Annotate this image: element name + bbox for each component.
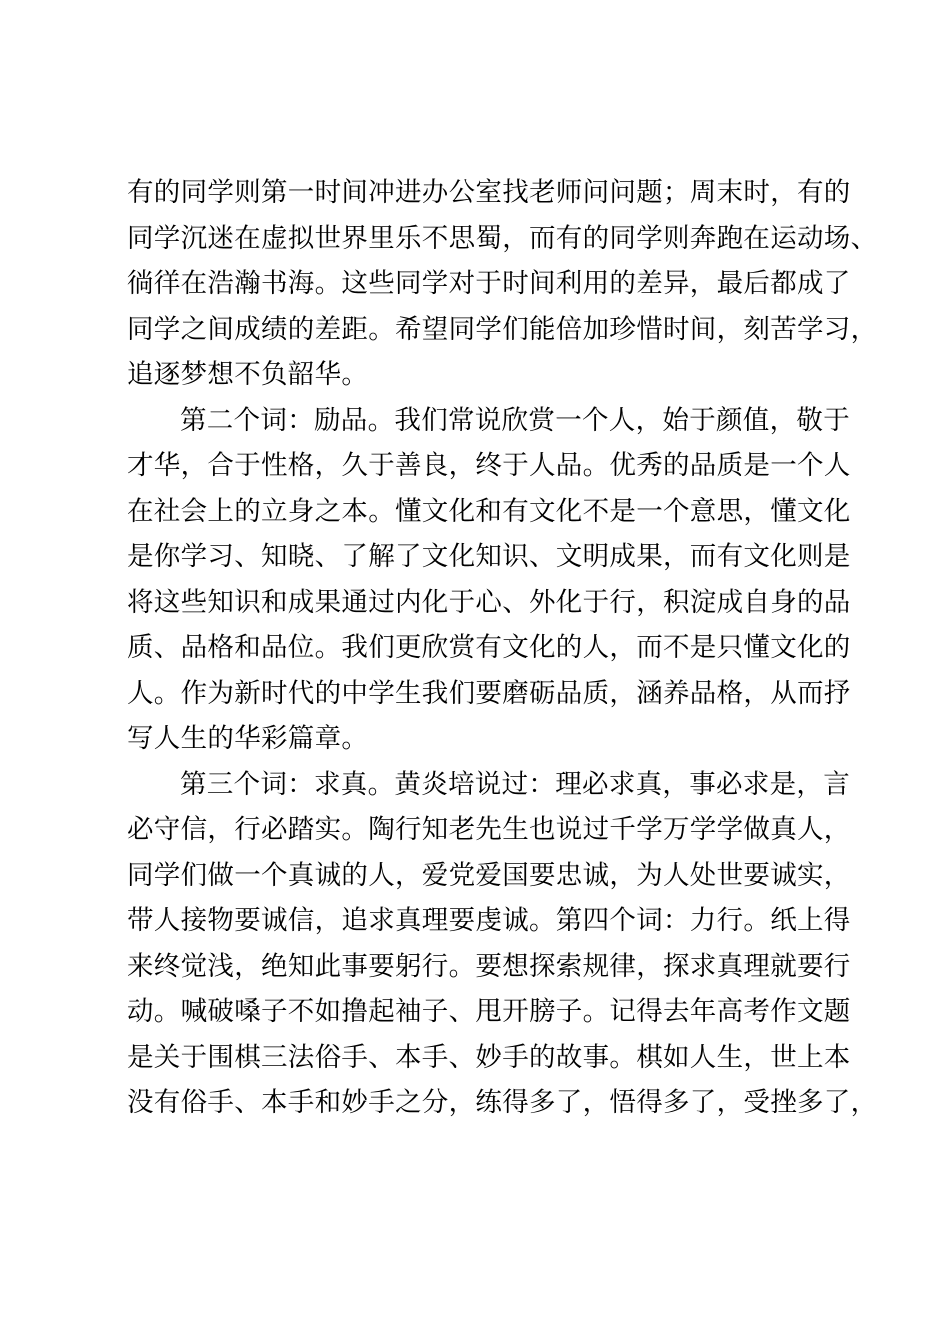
text-line: 人。作为新时代的中学生我们要磨砺品质，涵养品格，从而抒 xyxy=(127,677,851,709)
text-line: 带人接物要诚信，追求真理要虔诚。第四个词：力行。纸上得 xyxy=(127,905,851,936)
document-body xyxy=(127,170,878,1126)
text-line: 追逐梦想不负韶华。 xyxy=(127,359,369,390)
text-line: 是你学习、知晓、了解了文化知识、文明成果，而有文化则是 xyxy=(127,541,851,572)
text-line: 动。喊破嗓子不如撸起袖子、甩开膀子。记得去年高考作文题 xyxy=(127,996,851,1027)
text-line: 才华，合于性格，久于善良，终于人品。优秀的品质是一个人 xyxy=(127,450,851,481)
paragraph-start-line: 第二个词：励品。我们常说欣赏一个人，始于颜值，敬于 xyxy=(180,404,850,436)
text-line: 没有俗手、本手和妙手之分，练得多了，悟得多了，受挫多了， xyxy=(127,1087,878,1118)
text-line: 同学沉迷在虚拟世界里乐不思蜀，而有的同学则奔跑在运动场、 xyxy=(127,222,878,254)
text-line: 同学们做一个真诚的人，爱党爱国要忠诚，为人处世要诚实， xyxy=(127,859,851,891)
text-line: 有的同学则第一时间冲进办公室找老师问问题；周末时，有的 xyxy=(127,177,851,208)
text-line: 将这些知识和成果通过内化于心、外化于行，积淀成自身的品 xyxy=(127,586,851,618)
text-line: 写人生的华彩篇章。 xyxy=(127,723,369,754)
text-line: 在社会上的立身之本。懂文化和有文化不是一个意思，懂文化 xyxy=(127,495,851,527)
paragraph-start-line: 第三个词：求真。黄炎培说过：理必求真，事必求是，言 xyxy=(180,768,850,800)
text-line: 必守信，行必踏实。陶行知老先生也说过千学万学学做真人， xyxy=(127,814,851,845)
text-line: 同学之间成绩的差距。希望同学们能倍加珍惜时间，刻苦学习， xyxy=(127,313,878,345)
text-line: 质、品格和品位。我们更欣赏有文化的人，而不是只懂文化的 xyxy=(127,632,851,663)
text-line: 徜徉在浩瀚书海。这些同学对于时间利用的差异，最后都成了 xyxy=(127,268,851,299)
text-line: 来终觉浅，绝知此事要躬行。要想探索规律，探求真理就要行 xyxy=(127,950,851,982)
text-line: 是关于围棋三法俗手、本手、妙手的故事。棋如人生，世上本 xyxy=(127,1041,851,1073)
